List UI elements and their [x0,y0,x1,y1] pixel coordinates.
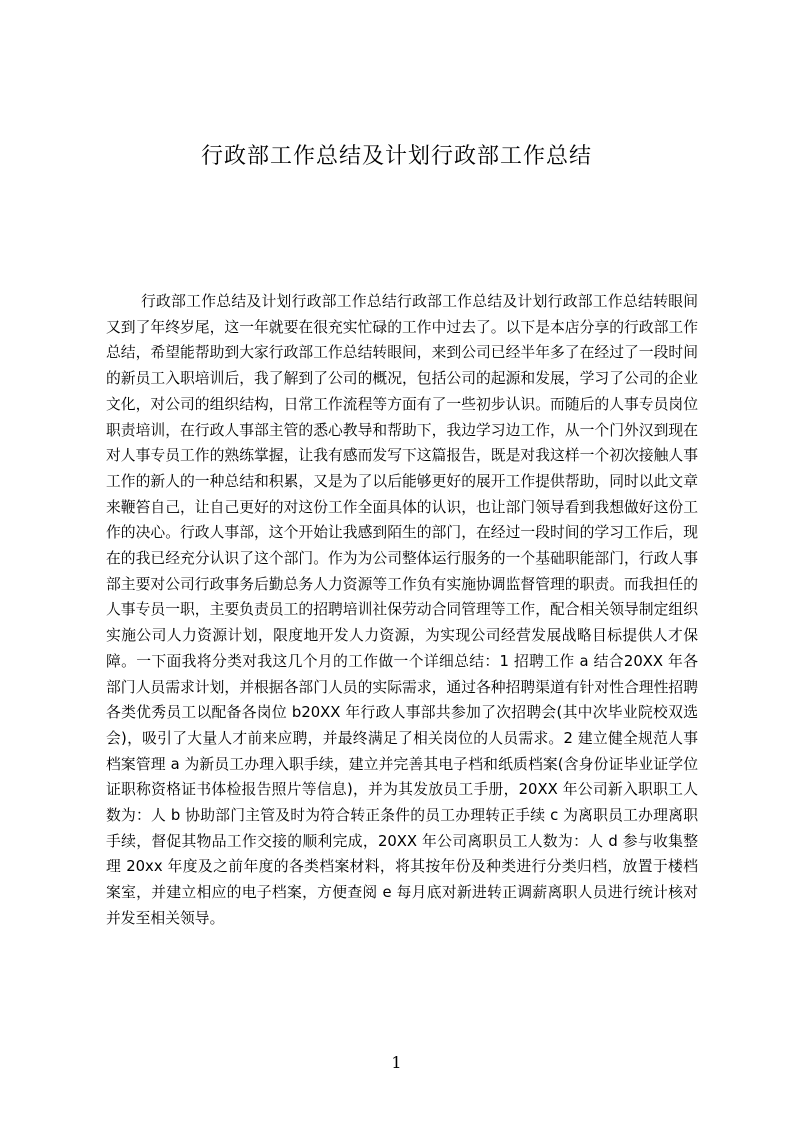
page-number: 1 [391,1053,402,1072]
body-paragraph: 行政部工作总结及计划行政部工作总结行政部工作总结及计划行政部工作总结转眼间又到了年终岁尾，这一年就要在很充实忙碌的工作中过去了。以下是本店分享的行政部工作总结，希望能帮助到大家行政部工作总结转眼间，来到公司已经半年多了在经过了一段时间的新员工入职培训后，我了解到了公司的概况，包括公司的起源和发展，学习了公司的企业文化，对公司的组织结构，日常工作流程等方面有了一些初步认识。而随后的人事专员岗位职责培训，在行政人事部主管的悉心教导和帮助下，我边学习边工作，从一个门外汉到现在对人事专员工作的熟练掌握，让我有感而发写下这篇报告，既是对我这样一个初次接触人事工作的新人的一种总结和积累，又是为了以后能够更好的展开工作提供帮助，同时以此文章来鞭笞自己，让自己更好的对这份工作全面具体的认识，也让部门领导看到我想做好这份工作的决心。行政人事部，这个开始让我感到陌生的部门，在经过一段时间的学习工作后，现在的我已经充分认识了这个部门。作为为公司整体运行服务的一个基础职能部门，行政人事部主要对公司行政事务后勤总务人力资源等工作负有实施协调监督管理的职责。而我担任的人事专员一职，主要负责员工的招聘培训社保劳动合同管理等工作，配合相关领导制定组织实施公司人力资源计划，限度地开发人力资源，为实现公司经营发展战略目标提供人才保障。一下面我将分类对我这几个月的工作做一个详细总结：1 招聘工作 a 结合20XX 年各部门人员需求计划，并根据各部门人员的实际需求，通过各种招聘渠道有针对性合理性招聘各类优秀员工以配备各岗位 b20XX 年行政人事部共参加了次招聘会(其中次毕业院校双选会)，吸引了大量人才前来应聘，并最终满足了相关岗位的人员需求。2 建立健全规范人事档案管理 a 为新员工办理入职手续，建立并完善其电子档和纸质档案(含身份证毕业证学位证职称资格证书体检报告照片等信息)，并为其发放员工手册，20XX 年公司新入职职工人数为：人 b 协助部门主管及时为符合转正条件的员工办理转正手续 c 为离职员工办理离职手续，督促其物品工作交接的顺利完成，20XX 年公司离职员工人数为：人 d 参与收集整理 20xx 年度及之前年度的各类档案材料，将其按年份及种类进行分类归档，放置于楼档案室，并建立相应的电子档案，方便查阅 e 每月底对新进转正调薪离职人员进行统计核对并发至相关领导。 [106,293,698,927]
document-title: 行政部工作总结及计划行政部工作总结 [200,144,592,169]
